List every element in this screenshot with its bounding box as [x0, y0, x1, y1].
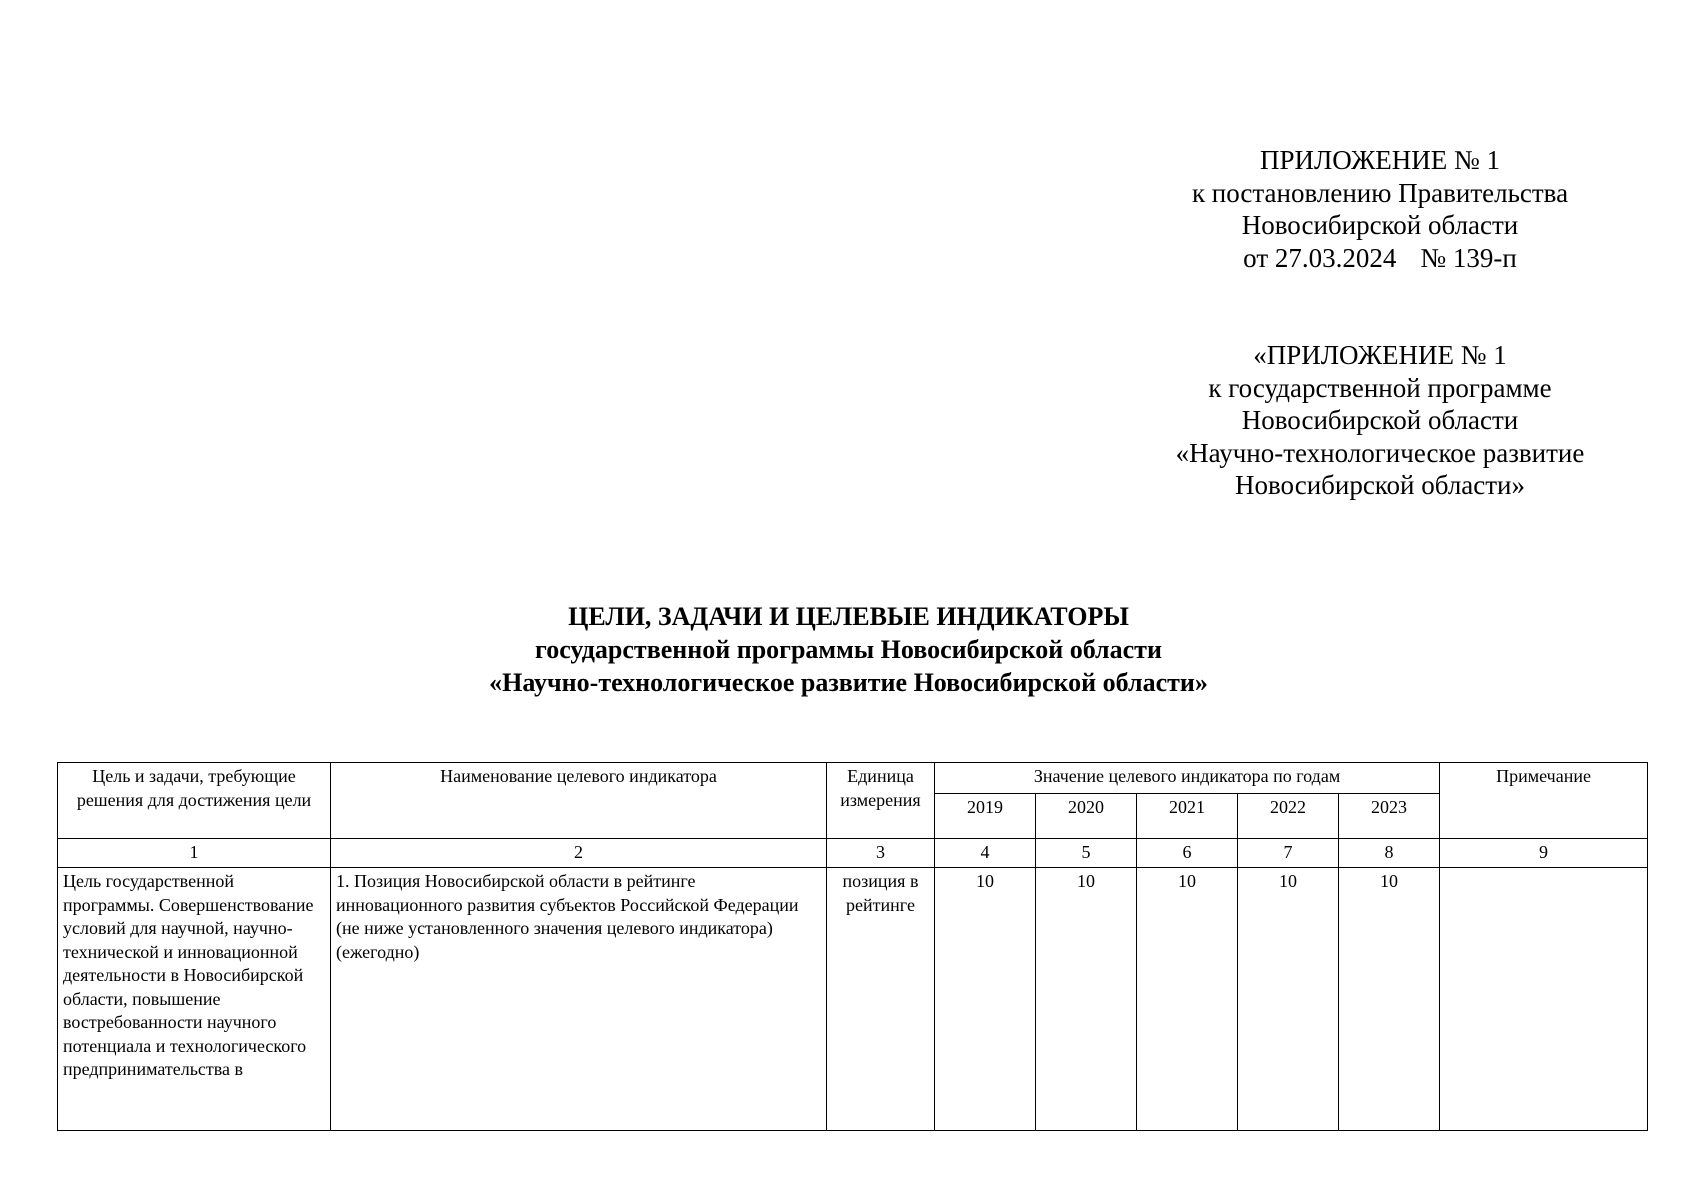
document-title-line-3: «Научно-технологическое развитие Новосибирской области»	[489, 668, 1208, 697]
value-cell: 10	[1238, 868, 1339, 1131]
approval-line-2: к постановлению Правительства	[1191, 177, 1569, 208]
program-appendix-line-3: Новосибирской области	[1241, 405, 1519, 435]
program-appendix-line-4: «Научно-технологическое развитие	[1175, 437, 1585, 468]
approval-date-line	[1150, 242, 1610, 275]
approval-header	[1150, 144, 1610, 274]
column-number: 4	[935, 839, 1036, 868]
note-cell	[1440, 868, 1648, 1131]
approval-number: № 139-п	[1420, 242, 1517, 273]
column-number-row	[58, 839, 1648, 868]
document-title	[0, 600, 1697, 699]
value-cell: 10	[935, 868, 1036, 1131]
header-note: Примечание	[1440, 763, 1648, 839]
column-number: 3	[827, 839, 935, 868]
column-number: 5	[1036, 839, 1137, 868]
document-title-line-1: ЦЕЛИ, ЗАДАЧИ И ЦЕЛЕВЫЕ ИНДИКАТОРЫ	[568, 602, 1129, 631]
header-year: 2023	[1339, 794, 1440, 839]
column-number: 7	[1238, 839, 1339, 868]
value-cell: 10	[1036, 868, 1137, 1131]
column-number: 9	[1440, 839, 1648, 868]
document-title-line-2: государственной программы Новосибирской области	[535, 635, 1162, 664]
value-cell: 10	[1137, 868, 1238, 1131]
header-year: 2019	[935, 794, 1036, 839]
value-cell: 10	[1339, 868, 1440, 1131]
program-appendix-title: «ПРИЛОЖЕНИЕ № 1	[1253, 340, 1507, 370]
column-number: 6	[1137, 839, 1238, 868]
approval-date: от 27.03.2024	[1243, 242, 1397, 273]
program-appendix-line-2: к государственной программе	[1208, 372, 1552, 403]
header-goal: Цель и задачи, требующие решения для достижения цели	[58, 763, 331, 839]
indicator-name-cell: 1. Позиция Новосибирской области в рейтинге инновационного развития субъектов Российской Федерации (не ниже установленного значения целевого индикатора) (ежегодно)	[331, 868, 827, 1131]
header-year: 2022	[1238, 794, 1339, 839]
table-row	[58, 868, 1648, 1131]
header-unit: Единица измерения	[827, 763, 935, 839]
unit-cell: позиция в рейтинге	[827, 868, 935, 1131]
approval-line-3: Новосибирской области	[1241, 210, 1519, 240]
column-number: 1	[58, 839, 331, 868]
table-header-row	[58, 763, 1648, 794]
header-indicator: Наименование целевого индикатора	[331, 763, 827, 839]
approval-title: ПРИЛОЖЕНИЕ № 1	[1259, 145, 1501, 175]
header-year: 2021	[1137, 794, 1238, 839]
column-number: 2	[331, 839, 827, 868]
indicators-table	[57, 762, 1648, 1131]
header-values-by-year: Значение целевого индикатора по годам	[935, 763, 1440, 794]
column-number: 8	[1339, 839, 1440, 868]
program-appendix-line-5: Новосибирской области»	[1234, 470, 1526, 500]
goal-cell: Цель государственной программы. Совершенствование условий для научной, научно-технической и инновационной деятельности в Новосибирской области, повышение востребованности научного потенциала и технологического предпринимательства в	[58, 868, 331, 1131]
header-year: 2020	[1036, 794, 1137, 839]
program-appendix-header	[1150, 339, 1610, 502]
